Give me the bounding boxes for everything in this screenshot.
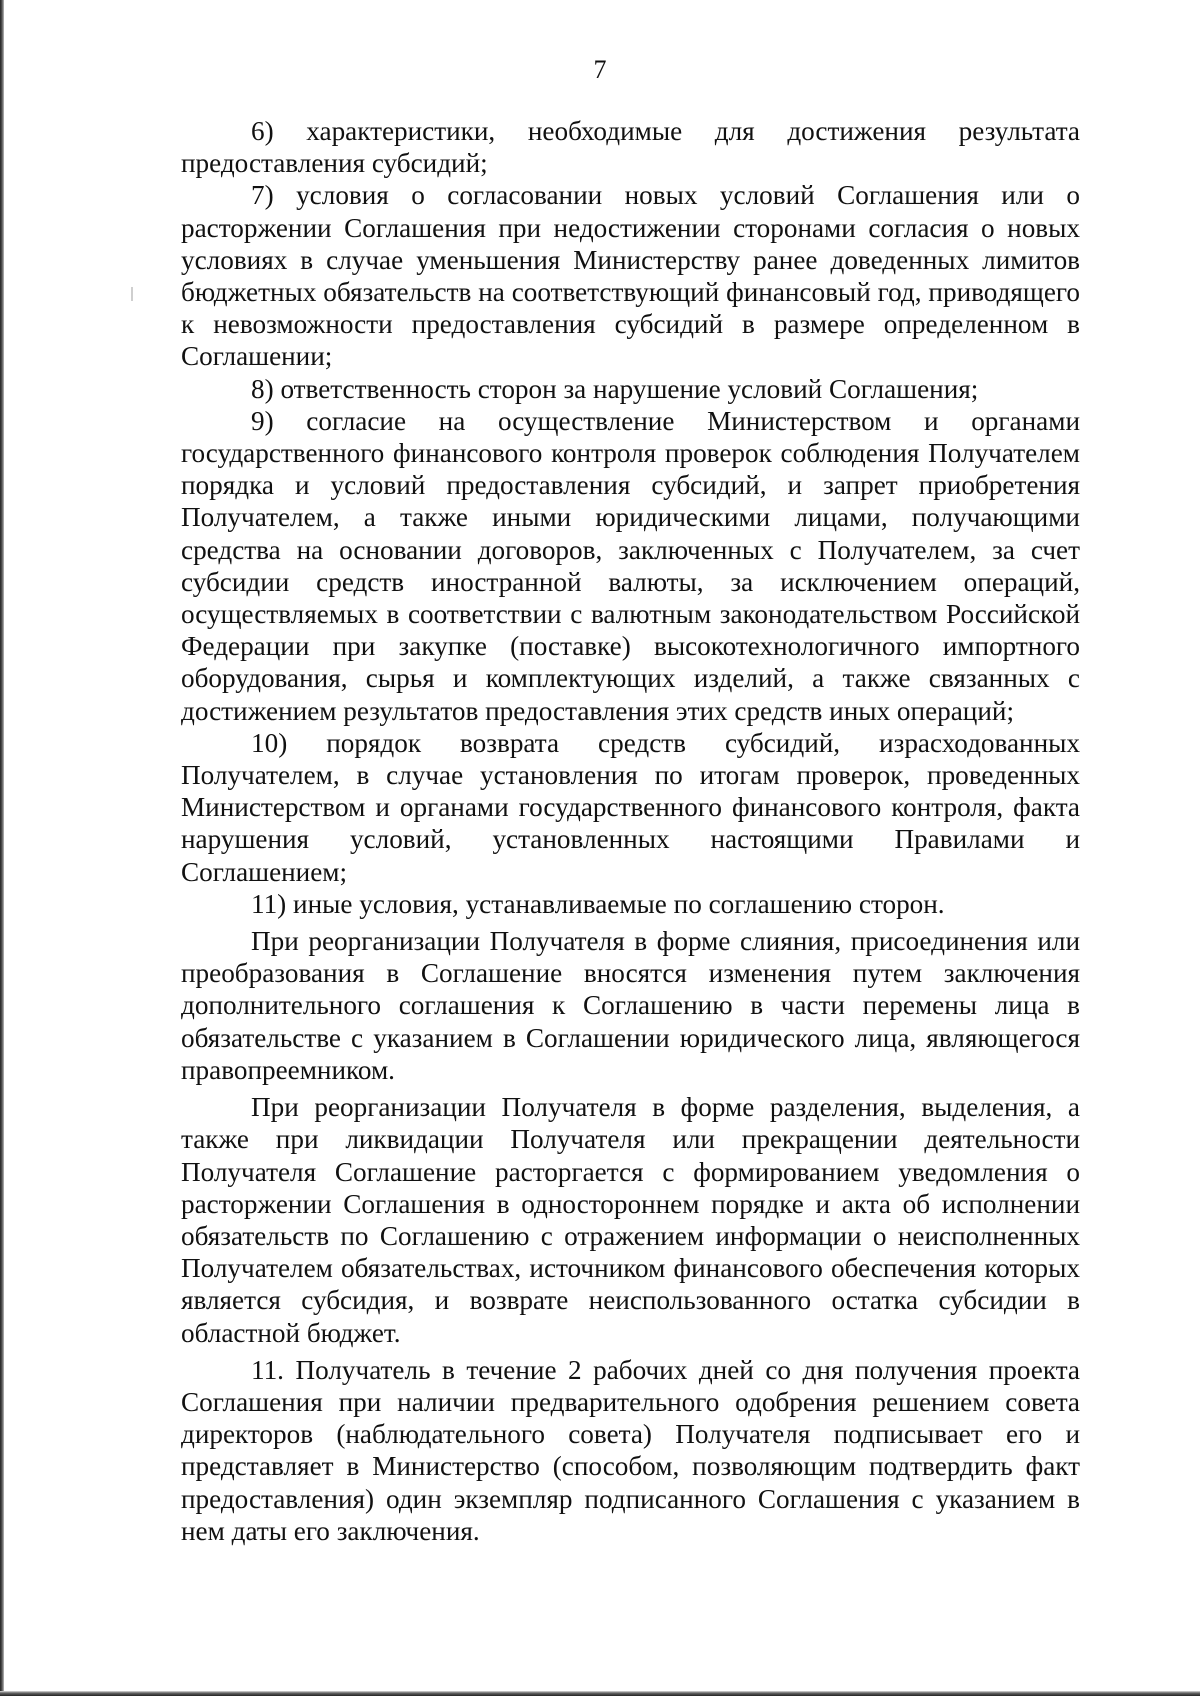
paragraph-reorganization-merger: При реорганизации Получателя в форме слияния, присоединения или преобразования в Соглашение вносятся изменения путем заключения дополнительного соглашения к Соглашению в части перемены лица в обязательстве с указанием в Соглашении юридического лица, являющегося правопреемником. bbox=[181, 926, 1080, 1085]
paragraph-item-7: 7) условия о согласовании новых условий Соглашения или о расторжении Соглашения при недостижении сторонами согласия о новых условиях в случае уменьшения Министерству ранее доведенных лимитов бюджетных обязательств на соответствующий финансовый год, приводящего к невозможности предоставления субсидий в размере определенном в Соглашении; bbox=[181, 180, 1080, 372]
scan-speck bbox=[131, 287, 133, 301]
paragraph-clause-11: 11. Получатель в течение 2 рабочих дней со дня получения проекта Соглашения при наличии предварительного одобрения решением совета директоров (наблюдательного совета) Получателя подписывает его и представляет в Министерство (способом, позволяющим подтвердить факт предоставления) один экземпляр подписанного Соглашения с указанием в нем даты его заключения. bbox=[181, 1354, 1080, 1546]
paragraph-item-9: 9) согласие на осуществление Министерством и органами государственного финансового контроля проверок соблюдения Получателем порядка и условий предоставления субсидий, и запрет приобретения Получателем, а также иными юридическими лицами, получающими средства на основании договоров, заключенных с Получателем, за счет субсидии средств иностранной валюты, за исключением операций, осуществляемых в соответствии с валютным законодательством Российской Федерации при закупке (поставке) высокотехнологичного импортного оборудования, сырья и комплектующих изделий, а также связанных с достижением результатов предоставления этих средств иных операций; bbox=[181, 405, 1080, 726]
paragraph-item-8: 8) ответственность сторон за нарушение условий Соглашения; bbox=[251, 373, 979, 404]
page-number: 7 bbox=[593, 55, 607, 84]
paragraph-item-11: 11) иные условия, устанавливаемые по соглашению сторон. bbox=[251, 888, 945, 919]
paragraph-item-6: 6) характеристики, необходимые для достижения результата предоставления субсидий; bbox=[181, 116, 1080, 179]
scan-edge-bottom bbox=[0, 1691, 1200, 1696]
scan-edge-left bbox=[0, 0, 4, 1696]
document-body bbox=[181, 115, 1080, 1547]
paragraph-reorganization-division: При реорганизации Получателя в форме разделения, выделения, а также при ликвидации Получателя или прекращении деятельности Получателя Соглашение расторгается с формированием уведомления о расторжении Соглашения в одностороннем порядке и акта об исполнении обязательств по Соглашению с отражением информации о неисполненных Получателем обязательствах, источником финансового обеспечения которых является субсидия, и возврате неиспользованного остатка субсидии в областной бюджет. bbox=[181, 1092, 1080, 1348]
paragraph-item-10: 10) порядок возврата средств субсидий, израсходованных Получателем, в случае установления по итогам проверок, проведенных Министерством и органами государственного финансового контроля, факта нарушения условий, установленных настоящими Правилами и Соглашением; bbox=[181, 727, 1080, 887]
